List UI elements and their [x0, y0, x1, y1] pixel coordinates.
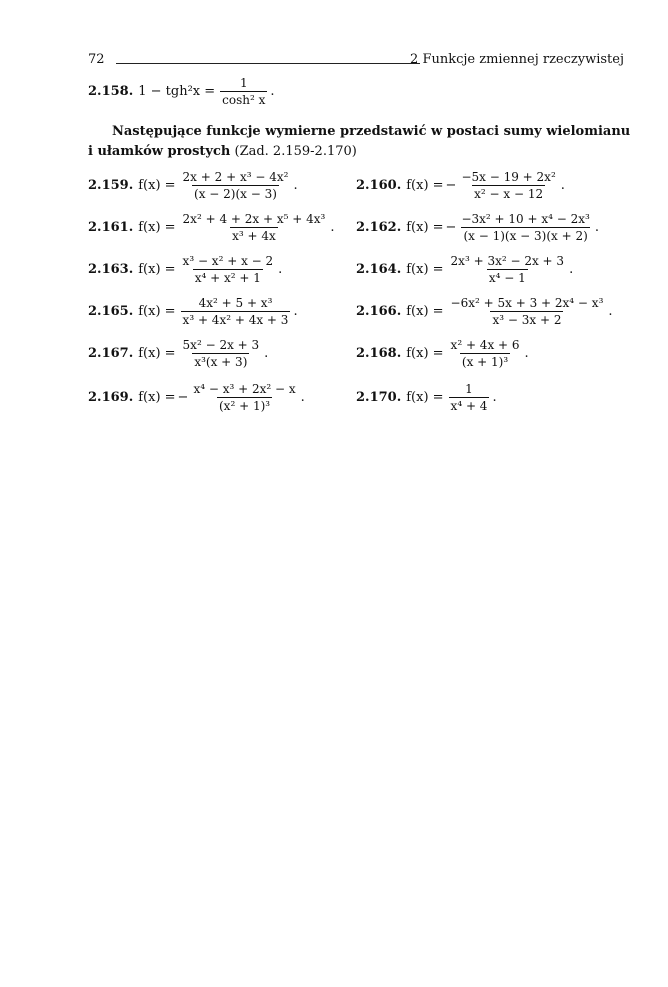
equation-lhs: f(x) =	[138, 346, 176, 361]
equation-tail: .	[569, 262, 574, 277]
problem-number: 2.161.	[88, 220, 134, 235]
equation-lhs: f(x) =	[406, 178, 444, 193]
equation-tail: .	[594, 220, 599, 235]
problem-number: 2.164.	[356, 262, 402, 277]
fraction	[449, 254, 567, 285]
equation-lhs: 1 − tgh²x =	[138, 84, 216, 99]
equation-tail: .	[270, 84, 275, 99]
denominator: x³ − 3x + 2	[492, 313, 562, 327]
equation-lhs: f(x) =	[406, 346, 444, 361]
equation-tail: .	[293, 304, 298, 319]
problem-2-166	[356, 296, 613, 327]
equation-tail: .	[524, 346, 529, 361]
numerator: x² + 4x + 6	[450, 338, 520, 352]
numerator: −5x − 19 + 2x²	[461, 170, 556, 184]
equation-tail: .	[264, 346, 269, 361]
fraction	[459, 212, 591, 243]
denominator: x² − x − 12	[474, 187, 544, 201]
problem-2-169	[88, 382, 305, 413]
numerator: 2x³ + 3x² − 2x + 3	[450, 254, 565, 268]
equation-tail: .	[278, 262, 283, 277]
problem-number: 2.162.	[356, 220, 402, 235]
problem-number: 2.168.	[356, 346, 402, 361]
denominator: x³ + 4x² + 4x + 3	[182, 313, 289, 327]
equation-tail: .	[330, 220, 335, 235]
equation-sign: −	[445, 178, 457, 193]
denominator: x⁴ + 4	[450, 399, 488, 413]
page-number: 72	[88, 52, 105, 67]
problem-2-161	[88, 212, 334, 243]
equation-lhs: f(x) =	[406, 262, 444, 277]
problem-2-158	[88, 76, 275, 107]
problem-2-163	[88, 254, 282, 285]
denominator: (x² + 1)³	[219, 399, 271, 413]
fraction	[181, 254, 276, 285]
problem-2-165	[88, 296, 298, 327]
fraction	[449, 382, 490, 413]
chapter-title: 2 Funkcje zmiennej rzeczywistej	[410, 52, 624, 67]
equation-lhs: f(x) =	[138, 178, 176, 193]
problem-number: 2.159.	[88, 178, 134, 193]
denominator: cosh² x	[222, 93, 266, 107]
fraction	[449, 296, 606, 327]
numerator: −3x² + 10 + x⁴ − 2x³	[461, 212, 590, 226]
problem-2-168	[356, 338, 529, 369]
numerator: 1	[465, 382, 473, 396]
fraction	[181, 296, 291, 327]
problem-2-164	[356, 254, 573, 285]
problem-number: 2.170.	[356, 390, 402, 405]
equation-lhs: f(x) =	[138, 262, 176, 277]
page-header	[88, 52, 624, 68]
equation-lhs: f(x) =	[406, 390, 444, 405]
intro-line-2-bold: i ułamków prostych	[88, 144, 231, 159]
equation-sign: −	[445, 220, 457, 235]
numerator: 1	[239, 76, 248, 90]
equation-tail: .	[293, 178, 298, 193]
denominator: x³(x + 3)	[194, 355, 248, 369]
equation-sign: −	[177, 390, 189, 405]
fraction	[181, 338, 262, 369]
problem-number: 2.160.	[356, 178, 402, 193]
denominator: (x + 1)³	[461, 355, 509, 369]
numerator: 5x² − 2x + 3	[182, 338, 260, 352]
problem-number: 2.163.	[88, 262, 134, 277]
equation-lhs: f(x) =	[406, 304, 444, 319]
fraction	[181, 170, 291, 201]
intro-line-1: Następujące funkcje wymierne przedstawić w postaci sumy wielomianu	[112, 124, 631, 139]
problem-2-162	[356, 212, 599, 243]
denominator: x⁴ + x² + 1	[194, 271, 261, 285]
problem-number: 2.166.	[356, 304, 402, 319]
problem-2-170	[356, 382, 497, 413]
problem-number: 2.158.	[88, 84, 134, 99]
denominator: (x − 1)(x − 3)(x + 2)	[463, 229, 588, 243]
equation-tail: .	[560, 178, 565, 193]
equation-tail: .	[608, 304, 613, 319]
denominator: (x − 2)(x − 3)	[194, 187, 277, 201]
denominator: x⁴ − 1	[488, 271, 526, 285]
equation-lhs: f(x) =	[138, 304, 176, 319]
problem-number: 2.165.	[88, 304, 134, 319]
fraction	[449, 338, 522, 369]
fraction	[220, 76, 267, 107]
problem-2-167	[88, 338, 268, 369]
equation-tail: .	[492, 390, 497, 405]
equation-lhs: f(x) =	[138, 220, 176, 235]
problem-2-159	[88, 170, 298, 201]
problem-2-160	[356, 170, 565, 201]
equation-tail: .	[300, 390, 305, 405]
fraction	[191, 382, 297, 413]
numerator: 2x + 2 + x³ − 4x²	[182, 170, 289, 184]
equation-lhs: f(x) =	[406, 220, 444, 235]
header-rule	[116, 63, 420, 64]
numerator: x³ − x² + x − 2	[182, 254, 274, 268]
fraction	[181, 212, 328, 243]
numerator: −6x² + 5x + 3 + 2x⁴ − x³	[450, 296, 604, 310]
intro-line-2-ref: (Zad. 2.159-2.170)	[230, 144, 357, 159]
numerator: 2x² + 4 + 2x + x⁵ + 4x³	[182, 212, 326, 226]
intro-line-2	[88, 144, 357, 159]
denominator: x³ + 4x	[232, 229, 276, 243]
numerator: x⁴ − x³ + 2x² − x	[193, 382, 296, 396]
numerator: 4x² + 5 + x³	[198, 296, 273, 310]
problem-number: 2.167.	[88, 346, 134, 361]
problem-number: 2.169.	[88, 390, 134, 405]
fraction	[459, 170, 557, 201]
equation-lhs: f(x) =	[138, 390, 176, 405]
